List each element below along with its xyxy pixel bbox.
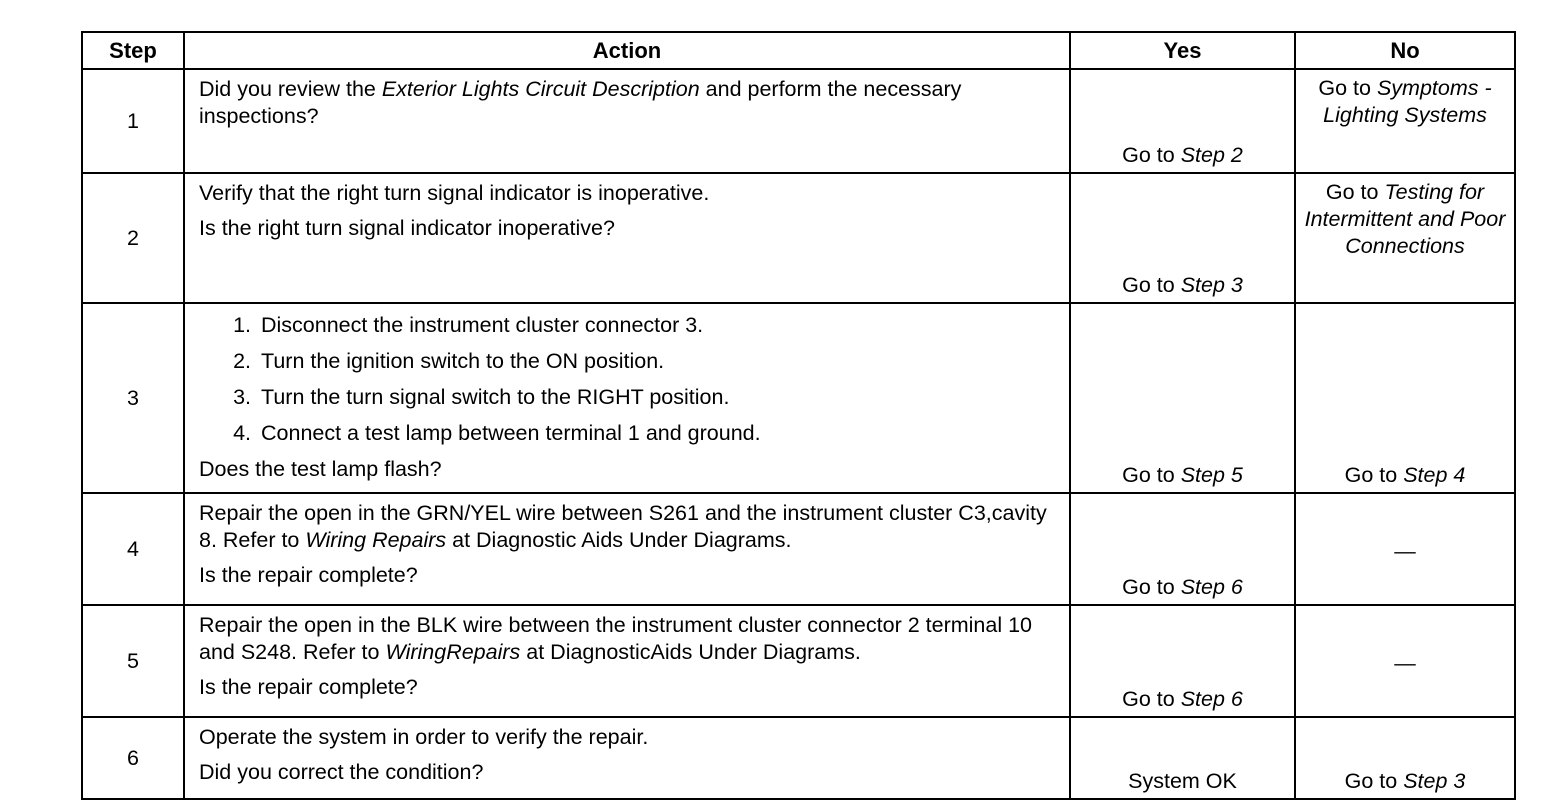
table-row-step-3	[82, 303, 1515, 493]
step-reference: Step 3	[1403, 769, 1466, 793]
action-text: Repair the open in the BLK wire between the instrument cluster connector 2 terminal 10 and S248. Refer to WiringRepairs at DiagnosticAids Under Diagrams.	[199, 613, 1032, 664]
no-cell: Go to Symptoms - Lighting Systems	[1295, 69, 1515, 173]
action-text: Operate the system in order to verify the repair.	[199, 725, 649, 749]
header-step: Step	[82, 32, 184, 69]
table-row-step-2	[82, 173, 1515, 303]
step-reference: Step 4	[1403, 463, 1466, 487]
no-cell: —	[1295, 605, 1515, 717]
header-row	[82, 32, 1515, 69]
step-reference: Step 5	[1180, 463, 1243, 487]
step-reference: Step 2	[1180, 143, 1243, 167]
substep: 4. Connect a test lamp between terminal 1 and ground.	[257, 420, 1059, 447]
action-text: Verify that the right turn signal indicator is inoperative.	[199, 181, 710, 205]
doc-reference: Wiring Repairs	[305, 528, 447, 552]
action-cell	[184, 69, 1070, 173]
substep: 3. Turn the turn signal switch to the RIGHT position.	[257, 384, 1059, 411]
step-number: 4	[82, 493, 184, 605]
action-question: Did you correct the condition?	[199, 760, 484, 784]
doc-reference: Exterior Lights Circuit Description	[381, 77, 700, 101]
action-question: Is the repair complete?	[199, 563, 418, 587]
table-row-step-4	[82, 493, 1515, 605]
step-number: 2	[82, 173, 184, 303]
step-number: 1	[82, 69, 184, 173]
step-reference: Step 3	[1180, 273, 1243, 297]
action-text: Repair the open in the GRN/YEL wire between S261 and the instrument cluster C3,cavity 8. Refer to Wiring Repairs at Diagnostic Aids Under Diagrams.	[199, 501, 1047, 552]
doc-reference: WiringRepairs	[385, 640, 521, 664]
action-question: Does the test lamp flash?	[199, 457, 442, 481]
step-number: 3	[82, 303, 184, 493]
action-cell	[184, 303, 1070, 493]
yes-cell: Go to Step 3	[1070, 173, 1295, 303]
action-question: Is the right turn signal indicator inoperative?	[199, 216, 615, 240]
step-number: 5	[82, 605, 184, 717]
table-row-step-5	[82, 605, 1515, 717]
action-cell	[184, 493, 1070, 605]
yes-cell: Go to Step 2	[1070, 69, 1295, 173]
action-text: Did you review the Exterior Lights Circuit Description and perform the necessary inspections?	[199, 77, 962, 128]
header-yes: Yes	[1070, 32, 1295, 69]
no-cell: Go to Testing for Intermittent and Poor Connections	[1295, 173, 1515, 303]
step-reference: Step 6	[1180, 687, 1243, 711]
diagnostic-table	[81, 31, 1516, 800]
step-reference: Step 6	[1180, 575, 1243, 599]
table-row-step-6	[82, 717, 1515, 799]
substep: 2. Turn the ignition switch to the ON position.	[257, 348, 1059, 375]
no-cell: Go to Step 3	[1295, 717, 1515, 799]
header-no: No	[1295, 32, 1515, 69]
action-cell	[184, 605, 1070, 717]
step-number: 6	[82, 717, 184, 799]
yes-cell: Go to Step 6	[1070, 493, 1295, 605]
yes-cell: Go to Step 5	[1070, 303, 1295, 493]
action-question: Is the repair complete?	[199, 675, 418, 699]
action-cell	[184, 173, 1070, 303]
no-cell: —	[1295, 493, 1515, 605]
yes-cell: System OK	[1070, 717, 1295, 799]
substep-list	[199, 312, 1059, 447]
header-action: Action	[184, 32, 1070, 69]
substep: 1. Disconnect the instrument cluster connector 3.	[257, 312, 1059, 339]
doc-reference: Testing for Intermittent and Poor Connections	[1304, 180, 1506, 258]
action-cell	[184, 717, 1070, 799]
doc-reference: Symptoms - Lighting Systems	[1323, 76, 1492, 127]
no-cell: Go to Step 4	[1295, 303, 1515, 493]
table-row-step-1	[82, 69, 1515, 173]
yes-cell: Go to Step 6	[1070, 605, 1295, 717]
